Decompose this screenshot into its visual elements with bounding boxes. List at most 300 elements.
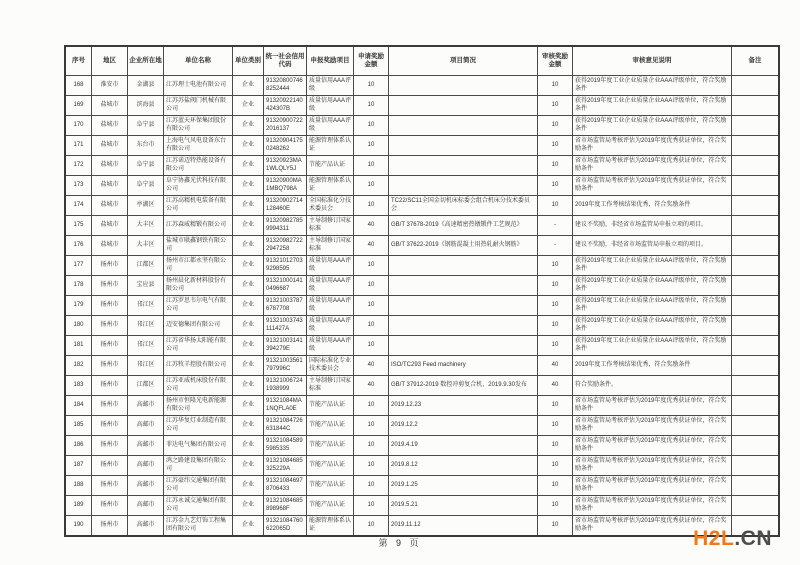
cell-brief: GB/T 37912-2019 数控冲剪复合机，2019.9.30发布 (389, 376, 538, 396)
cell-code: 91321003743111427A (264, 316, 307, 336)
cell-note (732, 416, 780, 436)
cell-brief: 2019.12.23 (389, 396, 538, 416)
cell-project: 节能产品认证 (307, 416, 354, 436)
cell-applied: 10 (354, 336, 389, 356)
cell-county: 江都区 (128, 256, 164, 276)
cell-brief: 2019.5.21 (389, 496, 538, 516)
cell-code: 913210846978706433 (264, 476, 307, 496)
cell-county: 阜宁县 (128, 156, 164, 176)
cell-company: 扬州市江都永坚有限公司 (164, 256, 233, 276)
cell-county: 高邮市 (128, 476, 164, 496)
cell-county: 高邮市 (128, 456, 164, 476)
cell-company: 江苏高精机电装备有限公司 (164, 196, 233, 216)
cell-approved: - (538, 236, 573, 256)
cell-region: 盐城市 (92, 216, 128, 236)
cell-applied: 10 (354, 516, 389, 537)
cell-review: 省市场监管局考核评估为2019年度优秀获证单位，符合奖励条件 (573, 516, 732, 537)
cell-code: 913209827859994311 (264, 216, 307, 236)
cell-note (732, 116, 780, 136)
col-header-note: 备注 (732, 46, 780, 76)
col-header-applied: 申请奖励金额 (354, 46, 389, 76)
cell-note (732, 96, 780, 116)
cell-county: 江都区 (128, 376, 164, 396)
cell-no: 172 (65, 156, 92, 176)
cell-type: 企业 (233, 196, 264, 216)
cell-brief (389, 136, 538, 156)
cell-region: 扬州市 (92, 516, 128, 537)
cell-project: 节能产品认证 (307, 156, 354, 176)
cell-region: 盐城市 (92, 176, 128, 196)
cell-review: 获得2019年度工业企业质量企业AAA评级单位，符合奖励条件 (573, 76, 732, 96)
cell-note (732, 236, 780, 256)
cell-applied: 10 (354, 76, 389, 96)
table-row (65, 136, 779, 156)
cell-no: 187 (65, 456, 92, 476)
table-row (65, 96, 779, 116)
cell-approved: 10 (538, 96, 573, 116)
cell-region: 淮安市 (92, 76, 128, 96)
cell-type: 企业 (233, 316, 264, 336)
cell-review: 省市场监管局考核评估为2019年度优秀获证单位，符合奖励条件 (573, 396, 732, 416)
cell-note (732, 276, 780, 296)
cell-region: 盐城市 (92, 136, 128, 156)
cell-project: 主导制修订国家标准 (307, 216, 354, 236)
cell-applied: 40 (354, 236, 389, 256)
cell-applied: 10 (354, 316, 389, 336)
cell-region: 扬州市 (92, 276, 128, 296)
cell-code: 91320923MA1WLQLY5J (264, 156, 307, 176)
table-row (65, 376, 779, 396)
table-row (65, 276, 779, 296)
table-row (65, 496, 779, 516)
cell-note (732, 216, 780, 236)
cell-type: 企业 (233, 396, 264, 416)
cell-company: 扬州晨化新材料股份有限公司 (164, 276, 233, 296)
cell-county: 高邮市 (128, 436, 164, 456)
cell-brief (389, 76, 538, 96)
cell-no: 186 (65, 436, 92, 456)
cell-brief: 2019.11.12 (389, 516, 538, 537)
cell-type: 企业 (233, 476, 264, 496)
cell-no: 188 (65, 476, 92, 496)
table-row (65, 436, 779, 456)
cell-brief: 2019.4.19 (389, 436, 538, 456)
cell-county: 阜宁县 (128, 176, 164, 196)
cell-project: 质量信用AAA评级 (307, 116, 354, 136)
cell-approved: 10 (538, 296, 573, 316)
cell-brief: GB/T 37678-2019《高速精密热镦锻件工艺规范》 (389, 216, 538, 236)
col-header-county: 企业所在地 (128, 46, 164, 76)
cell-type: 企业 (233, 456, 264, 476)
cell-county: 滨海县 (128, 96, 164, 116)
cell-company: 江苏豪纬交通集团有限公司 (164, 476, 233, 496)
cell-project: 全国标准化分技术委员会 (307, 196, 354, 216)
cell-no: 173 (65, 176, 92, 196)
cell-brief: 2019.8.12 (389, 456, 538, 476)
cell-project: 质量信用AAA评级 (307, 296, 354, 316)
cell-type: 企业 (233, 416, 264, 436)
cell-code: 91321084685325229A (264, 456, 307, 476)
cell-no: 174 (65, 196, 92, 216)
cell-project: 主导制修订国家标准 (307, 236, 354, 256)
cell-company: 江苏牧羊控股有限公司 (164, 356, 233, 376)
cell-applied: 10 (354, 96, 389, 116)
cell-project: 节能产品认证 (307, 476, 354, 496)
cell-project: 节能产品认证 (307, 496, 354, 516)
table-row (65, 316, 779, 336)
cell-region: 扬州市 (92, 456, 128, 476)
cell-type: 企业 (233, 276, 264, 296)
cell-approved: 10 (538, 456, 573, 476)
cell-brief (389, 256, 538, 276)
cell-note (732, 336, 780, 356)
cell-company: 迈安德集团有限公司 (164, 316, 233, 336)
cell-no: 184 (65, 396, 92, 416)
cell-county: 亭湖区 (128, 196, 164, 216)
watermark-text-secondary: .CN (734, 527, 772, 550)
cell-approved: 10 (538, 336, 573, 356)
cell-county: 高邮市 (128, 416, 164, 436)
table-row (65, 396, 779, 416)
cell-code: 91321084760622065D (264, 516, 307, 537)
cell-note (732, 396, 780, 416)
cell-approved: 10 (538, 436, 573, 456)
cell-code: 913209827222947258 (264, 236, 307, 256)
cell-region: 扬州市 (92, 296, 128, 316)
cell-type: 企业 (233, 76, 264, 96)
cell-no: 189 (65, 496, 92, 516)
cell-approved: 10 (538, 496, 573, 516)
cell-county: 邗江区 (128, 296, 164, 316)
cell-applied: 10 (354, 476, 389, 496)
cell-region: 扬州市 (92, 436, 128, 456)
cell-type: 企业 (233, 336, 264, 356)
cell-county: 东台市 (128, 136, 164, 156)
cell-project: 能源管理体系认证 (307, 136, 354, 156)
cell-no: 190 (65, 516, 92, 537)
cell-region: 盐城市 (92, 116, 128, 136)
cell-review: 获得2019年度工业企业质量企业AAA评级单位，符合奖励条件 (573, 96, 732, 116)
cell-approved: 40 (538, 376, 573, 396)
cell-project: 质量信用AAA评级 (307, 76, 354, 96)
cell-no: 169 (65, 96, 92, 116)
table-row (65, 76, 779, 96)
col-header-region: 地区 (92, 46, 128, 76)
cell-code: 91321084MA1NQFLA0E (264, 396, 307, 416)
cell-type: 企业 (233, 516, 264, 537)
cell-county: 高邮市 (128, 396, 164, 416)
cell-applied: 10 (354, 496, 389, 516)
cell-brief: TC22/SC11全国金切机床标委会组合机床分技术委员会 (389, 196, 538, 216)
col-header-type: 单位类别 (233, 46, 264, 76)
cell-code: 91321084726631844C (264, 416, 307, 436)
cell-no: 168 (65, 76, 92, 96)
cell-region: 扬州市 (92, 256, 128, 276)
cell-county: 高邮市 (128, 496, 164, 516)
cell-type: 企业 (233, 156, 264, 176)
cell-no: 171 (65, 136, 92, 156)
cell-type: 企业 (233, 176, 264, 196)
cell-applied: 40 (354, 356, 389, 376)
cell-note (732, 316, 780, 336)
cell-approved: 10 (538, 316, 573, 336)
cell-type: 企业 (233, 356, 264, 376)
cell-note (732, 496, 780, 516)
watermark-text-primary: H2L (693, 527, 735, 550)
cell-approved: 10 (538, 276, 573, 296)
cell-approved: 10 (538, 516, 573, 537)
cell-project: 质量信用AAA评级 (307, 316, 354, 336)
cell-review: 省市场监管局考核评估为2019年度优秀获证单位，符合奖励条件 (573, 416, 732, 436)
table-row (65, 196, 779, 216)
cell-brief: 2019.12.2 (389, 416, 538, 436)
cell-project: 主导制修订国家标准 (307, 376, 354, 396)
cell-company: 江苏亚威机床股份有限公司 (164, 376, 233, 396)
table-row (65, 236, 779, 256)
cell-review: 省市场监管局考核评估为2019年度优秀获证单位，符合奖励条件 (573, 176, 732, 196)
cell-county: 邗江区 (128, 356, 164, 376)
cell-applied: 10 (354, 396, 389, 416)
cell-type: 企业 (233, 116, 264, 136)
cell-applied: 10 (354, 196, 389, 216)
cell-code: 91321003561797996C (264, 356, 307, 376)
cell-applied: 10 (354, 296, 389, 316)
table-row (65, 456, 779, 476)
page-number: 第 9 页 (378, 538, 422, 548)
cell-review: 省市场监管局考核评估为2019年度优秀获证单位，符合奖励条件 (573, 496, 732, 516)
cell-region: 扬州市 (92, 376, 128, 396)
cell-review: 建议不奖励，非经省市场监管局申报立项的项目。 (573, 236, 732, 256)
cell-code: 91320900MA1MBQ798A (264, 176, 307, 196)
cell-brief (389, 316, 538, 336)
cell-type: 企业 (233, 436, 264, 456)
cell-approved: 10 (538, 176, 573, 196)
cell-brief (389, 116, 538, 136)
cell-type: 企业 (233, 256, 264, 276)
cell-brief (389, 276, 538, 296)
cell-note (732, 76, 780, 96)
cell-approved: - (538, 216, 573, 236)
cell-applied: 40 (354, 216, 389, 236)
cell-applied: 10 (354, 156, 389, 176)
cell-region: 扬州市 (92, 496, 128, 516)
cell-code: 913210001410496687 (264, 276, 307, 296)
cell-company: 江苏永诚交通集团有限公司 (164, 496, 233, 516)
cell-review: 获得2019年度工业企业质量企业AAA评级单位，符合奖励条件 (573, 316, 732, 336)
cell-note (732, 176, 780, 196)
cell-applied: 10 (354, 456, 389, 476)
cell-no: 175 (65, 216, 92, 236)
cell-company: 江苏省华扬太阳能有限公司 (164, 336, 233, 356)
cell-applied: 10 (354, 116, 389, 136)
cell-approved: 10 (538, 136, 573, 156)
cell-project: 质量信用AAA评级 (307, 256, 354, 276)
cell-review: 获得2019年度工业企业质量企业AAA评级单位，符合奖励条件 (573, 256, 732, 276)
cell-project: 节能产品认证 (307, 456, 354, 476)
cell-note (732, 456, 780, 476)
cell-company: 江苏诺迈特热能设备有限公司 (164, 156, 233, 176)
table-row (65, 256, 779, 276)
cell-region: 扬州市 (92, 356, 128, 376)
cell-county: 大丰区 (128, 236, 164, 256)
cell-note (732, 376, 780, 396)
table-row (65, 356, 779, 376)
cell-note (732, 356, 780, 376)
cell-review: 获得2019年度工业企业质量企业AAA评级单位，符合奖励条件 (573, 336, 732, 356)
cell-code: 91321084685898968F (264, 496, 307, 516)
table-row (65, 336, 779, 356)
cell-review: 建议不奖励，非经省市场监管局申报立项的项目。 (573, 216, 732, 236)
cell-company: 扬州市恒隆光电新能源有限公司 (164, 396, 233, 416)
cell-type: 企业 (233, 376, 264, 396)
cell-note (732, 156, 780, 176)
cell-review: 省市场监管局考核评估为2019年度优秀获证单位，符合奖励条件 (573, 476, 732, 496)
cell-region: 扬州市 (92, 336, 128, 356)
cell-note (732, 296, 780, 316)
cell-approved: 10 (538, 396, 573, 416)
cell-county: 阜宁县 (128, 116, 164, 136)
cell-code: 913210037876787708 (264, 296, 307, 316)
cell-brief (389, 96, 538, 116)
cell-region: 扬州市 (92, 316, 128, 336)
col-header-project: 申报奖励项目 (307, 46, 354, 76)
cell-region: 扬州市 (92, 476, 128, 496)
cell-note (732, 476, 780, 496)
cell-project: 质量信用AAA评级 (307, 96, 354, 116)
cell-applied: 10 (354, 416, 389, 436)
cell-no: 180 (65, 316, 92, 336)
table-header-row (65, 46, 779, 76)
cell-project: 能源管理体系认证 (307, 516, 354, 537)
cell-no: 185 (65, 416, 92, 436)
cell-no: 182 (65, 356, 92, 376)
cell-review: 省市场监管局考核评估为2019年度优秀获证单位，符合奖励条件 (573, 456, 732, 476)
cell-no: 176 (65, 236, 92, 256)
cell-county: 高邮市 (128, 516, 164, 537)
cell-type: 企业 (233, 96, 264, 116)
cell-code: 913210845895985335 (264, 436, 307, 456)
cell-company: 鸿之路建设集团有限公司 (164, 456, 233, 476)
col-header-review: 审核意见说明 (573, 46, 732, 76)
cell-type: 企业 (233, 216, 264, 236)
col-header-brief: 项目简况 (389, 46, 538, 76)
cell-brief: GB/T 37622-2019《钢筋混凝土用热轧耐火钢筋》 (389, 236, 538, 256)
cell-code: 913210127039298595 (264, 256, 307, 276)
cell-applied: 40 (354, 376, 389, 396)
cell-applied: 10 (354, 136, 389, 156)
table-row (65, 156, 779, 176)
cell-county: 宝应县 (128, 276, 164, 296)
cell-company: 江苏华复灯业制造有限公司 (164, 416, 233, 436)
col-header-no: 序号 (65, 46, 92, 76)
cell-brief (389, 156, 538, 176)
cell-type: 企业 (233, 496, 264, 516)
col-header-approved: 审核奖励金额 (538, 46, 573, 76)
cell-brief: 2019.1.25 (389, 476, 538, 496)
cell-region: 扬州市 (92, 396, 128, 416)
cell-note (732, 436, 780, 456)
cell-company: 菲达电气集团有限公司 (164, 436, 233, 456)
cell-county: 邗江区 (128, 336, 164, 356)
cell-code: 913209007222016137 (264, 116, 307, 136)
cell-type: 企业 (233, 136, 264, 156)
cell-note (732, 256, 780, 276)
cell-no: 183 (65, 376, 92, 396)
table-row (65, 116, 779, 136)
cell-no: 178 (65, 276, 92, 296)
award-review-table (64, 45, 780, 537)
cell-region: 盐城市 (92, 196, 128, 216)
cell-brief (389, 296, 538, 316)
cell-no: 179 (65, 296, 92, 316)
table-body (65, 76, 779, 537)
cell-project: 质量信用AAA评级 (307, 276, 354, 296)
cell-note (732, 196, 780, 216)
cell-company: 江苏蓝天环保集团股份有限公司 (164, 116, 233, 136)
cell-code: 91321003141394279E (264, 336, 307, 356)
cell-code: 913208007468252444 (264, 76, 307, 96)
cell-brief (389, 176, 538, 196)
cell-review: 符合奖励条件。 (573, 376, 732, 396)
cell-code: 913209041750248262 (264, 136, 307, 156)
cell-project: 能源管理体系认证 (307, 176, 354, 196)
cell-region: 扬州市 (92, 416, 128, 436)
cell-company: 盐城市联鑫钢铁有限公司 (164, 236, 233, 256)
cell-review: 2019年度工作考核结果优秀，符合奖励条件 (573, 356, 732, 376)
cell-review: 获得2019年度工业企业质量企业AAA评级单位，符合奖励条件 (573, 116, 732, 136)
table-row (65, 296, 779, 316)
cell-region: 盐城市 (92, 156, 128, 176)
cell-review: 省市场监管局考核评估为2019年度优秀获证单位，符合奖励条件 (573, 436, 732, 456)
table-row (65, 476, 779, 496)
col-header-company: 单位名称 (164, 46, 233, 76)
cell-brief: ISO/TC293 Feed machinery (389, 356, 538, 376)
cell-county: 大丰区 (128, 216, 164, 236)
cell-project: 节能产品认证 (307, 396, 354, 416)
cell-review: 获得2019年度工业企业质量企业AAA评级单位，符合奖励条件 (573, 296, 732, 316)
cell-company: 江苏理士电池有限公司 (164, 76, 233, 96)
cell-code: 91320922140424307B (264, 96, 307, 116)
cell-company: 江苏金九艺灯饰工程集团有限公司 (164, 516, 233, 537)
cell-approved: 10 (538, 416, 573, 436)
cell-project: 国际标准化专业技术委员会 (307, 356, 354, 376)
cell-applied: 10 (354, 176, 389, 196)
table-row (65, 516, 779, 537)
cell-company: 江苏森威精锻有限公司 (164, 216, 233, 236)
table-row (65, 216, 779, 236)
cell-code: 913210067241938999 (264, 376, 307, 396)
cell-approved: 40 (538, 356, 573, 376)
table-row (65, 416, 779, 436)
cell-applied: 10 (354, 256, 389, 276)
table-row (65, 176, 779, 196)
cell-county: 邗江区 (128, 316, 164, 336)
cell-approved: 10 (538, 76, 573, 96)
cell-company: 江苏苏盐阀门机械有限公司 (164, 96, 233, 116)
cell-note (732, 136, 780, 156)
cell-no: 181 (65, 336, 92, 356)
cell-project: 节能产品认证 (307, 436, 354, 456)
cell-company: 阜宁协鑫光伏科技有限公司 (164, 176, 233, 196)
cell-approved: 10 (538, 256, 573, 276)
cell-brief (389, 336, 538, 356)
cell-review: 2019年度工作考核结果优秀，符合奖励条件 (573, 196, 732, 216)
cell-no: 170 (65, 116, 92, 136)
col-header-code: 统一社会信用代码 (264, 46, 307, 76)
cell-type: 企业 (233, 296, 264, 316)
cell-company: 上海电气风电设备东台有限公司 (164, 136, 233, 156)
cell-applied: 10 (354, 276, 389, 296)
